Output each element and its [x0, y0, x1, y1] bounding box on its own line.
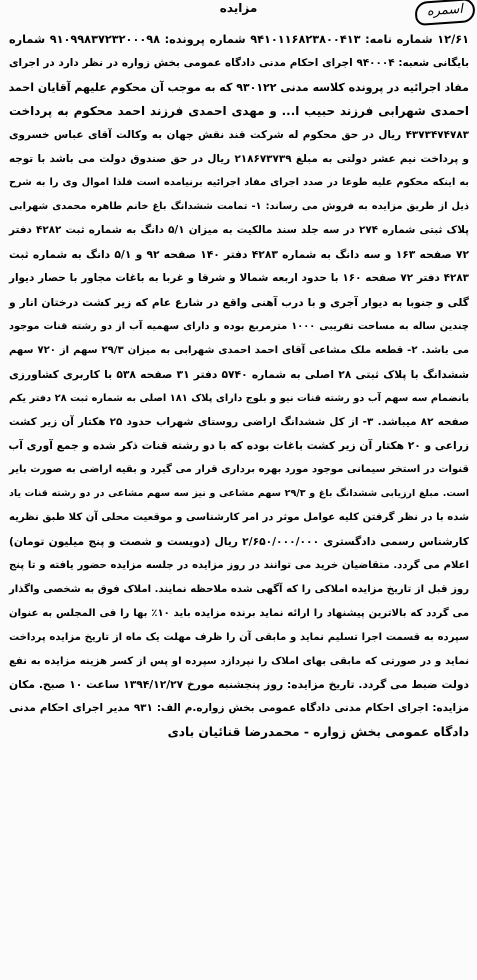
notice-line: روز قبل از تاریخ مزایده املاکی را که آگهی شده ملاحظه نمایند. املاک فوق به شخصی واگذار [9, 583, 469, 595]
notice-line: مفاد اجرائیه در پرونده کلاسه مدنی ۹۳۰۱۲۲ که به موجب آن محکوم علیهم آقایان احمد [8, 80, 469, 94]
notice-line: کارشناس رسمی دادگستری ۲/۶۵۰/۰۰۰/۰۰۰ ریال (دویست و شصت و پنج میلیون تومان) [9, 535, 469, 549]
notice-line: بایگانی شعبه: ۹۴۰۰۰۴ اجرای احکام مدنی دادگاه عمومی بخش زواره در نظر دارد در اجرای [9, 56, 469, 69]
notice-line: ذیل از طریق مزایده به فروش می رساند: ۱- تمامت ششدانگ باغ خانم طاهره محمدی شهرابی [9, 201, 469, 213]
notice-line: دادگاه عمومی بخش زواره - محمدرضا قنائیان بادی [167, 725, 469, 740]
notice-line: چندین ساله به مساحت تقریبی ۱۰۰۰ مترمربع بوده و دارای سهمیه آب از دو رشته قنات موجود [9, 320, 469, 332]
notice-line: قنوات در استخر سیمانی موجود مورد بهره برداری قرار می گیرد و بقیه اراضی به صورت بایر [9, 464, 469, 476]
handwritten-tag: اسمره [414, 0, 476, 26]
notice-line: نماید و در صورتی که مابقی بهای املاک را نپردازد سپرده او پس از کسر هزینه مزایده به نفع [9, 655, 469, 667]
notice-line: زراعی و ۲۰ هکتار آن زیر کشت باغات بوده که با دو رشته قنات ذکر شده و جمع آوری آب [8, 439, 469, 453]
notice-line: و پرداخت نیم عشر دولتی به مبلغ ۲۱۸۶۷۳۷۳۹ ریال در حق صندوق دولت می باشد با توجه [9, 152, 469, 165]
notice-line: ۴۲۸۳ دفتر ۷۲ صفحه ۱۶۰ با حدود اربعه شمالا و شرقا و غربا به باغات مجاور با حصار دیوار [9, 272, 470, 285]
notice-line: است. مبلغ ارزیابی ششدانگ باغ و ۲۹/۳ سهم مشاعی و نیز سه سهم مشاعی در دو رشته قنات یاد [9, 488, 469, 500]
notice-line: اعلام می گردد. متقاضیان خرید می توانند در روز مزایده در جلسه مزایده حضور یافته و تا پنج [9, 559, 469, 571]
notice-line: صفحه ۸۲ میباشد. ۳- از کل ششدانگ اراضی روستای شهراب حدود ۲۵ هکتار آن زیر کشت [9, 415, 469, 428]
notice-line: ۷۲ صفحه ۱۶۳ و سه دانگ به شماره ۴۲۸۳ دفتر ۱۴۰ صفحه ۹۲ و ۵/۱ دانگ به شماره ثبت [9, 248, 469, 262]
notice-line: شده با در نظر گرفتن کلیه عوامل موثر در امر کارشناسی و موقعیت محلی آن کلا طبق نظریه [9, 512, 469, 524]
notice-line: احمدی شهرابی فرزند حبیب ا... و مهدی احمدی فرزند احمد محکوم به پرداخت [9, 103, 469, 118]
notice-line: پلاک ثبتی شماره ۲۷۴ در سه جلد سند مالکیت به میزان ۵/۱ دانگ به شماره ثبت ۴۲۸۲ دفتر [9, 224, 469, 237]
notice-heading: مزایده [219, 1, 258, 15]
notice-line: ۴۳۷۳۴۷۴۷۸۳ ریال در حق محکوم له شرکت قند نقش جهان به وکالت آقای عباس خسروی [9, 128, 469, 141]
notice-line: ۱۲/۶۱ شماره نامه: ۹۴۱۰۱۱۶۸۲۳۸۰۰۴۱۳ شماره پرونده: ۹۱۰۹۹۸۳۷۲۳۲۰۰۰۹۸ شماره [9, 33, 469, 46]
notice-line: می باشد. ۲- قطعه ملک مشاعی آقای احمد احمدی شهرابی به میزان ۲۹/۳ سهم از ۷۲۰ سهم [9, 344, 470, 356]
notice-line: دولت ضبط می گردد. تاریخ مزایده: روز پنجشنبه مورخ ۱۳۹۴/۱۲/۲۷ ساعت ۱۰ صبح. مکان [9, 678, 469, 692]
notice-line: مزایده: اجرای احکام مدنی دادگاه عمومی بخش زواره.م الف: ۹۳۱ مدیر اجرای احکام مدنی [9, 702, 469, 715]
notice-line: می گردد که بالاترین پیشنهاد را ارائه نماید برنده مزایده باید ۱۰٪ بها را فی المجلس به عنوان [9, 607, 469, 619]
notice-line: ششدانگ با پلاک ثبتی ۲۸ اصلی به شماره ۵۷۴۰ دفتر ۳۱ صفحه ۵۳۸ با کاربری کشاورزی [9, 367, 469, 381]
notice-line: سپرده به قسمت اجرا تسلیم نماید و مابقی آن را ظرف مهلت یک ماه از تاریخ مزایده پرداخت [9, 631, 469, 643]
notice-line: بانضمام سه سهم آب دو رشته قنات نیو و بلوج دارای پلاک ۱۸۱ اصلی به شماره ثبت ۲۸ دفتر یکم [9, 392, 470, 404]
notice-body [9, 28, 469, 745]
notice-line: گلی و جنوبا به دیوار آجری و با درب آهنی واقع در شارع عام که زیر کشت درختان انار و [9, 295, 469, 309]
notice-line: به اینکه محکوم علیه طوعا در صدد اجرای مفاد اجرائیه برنیامده است فلذا اموال وی را به شرح [9, 177, 469, 189]
